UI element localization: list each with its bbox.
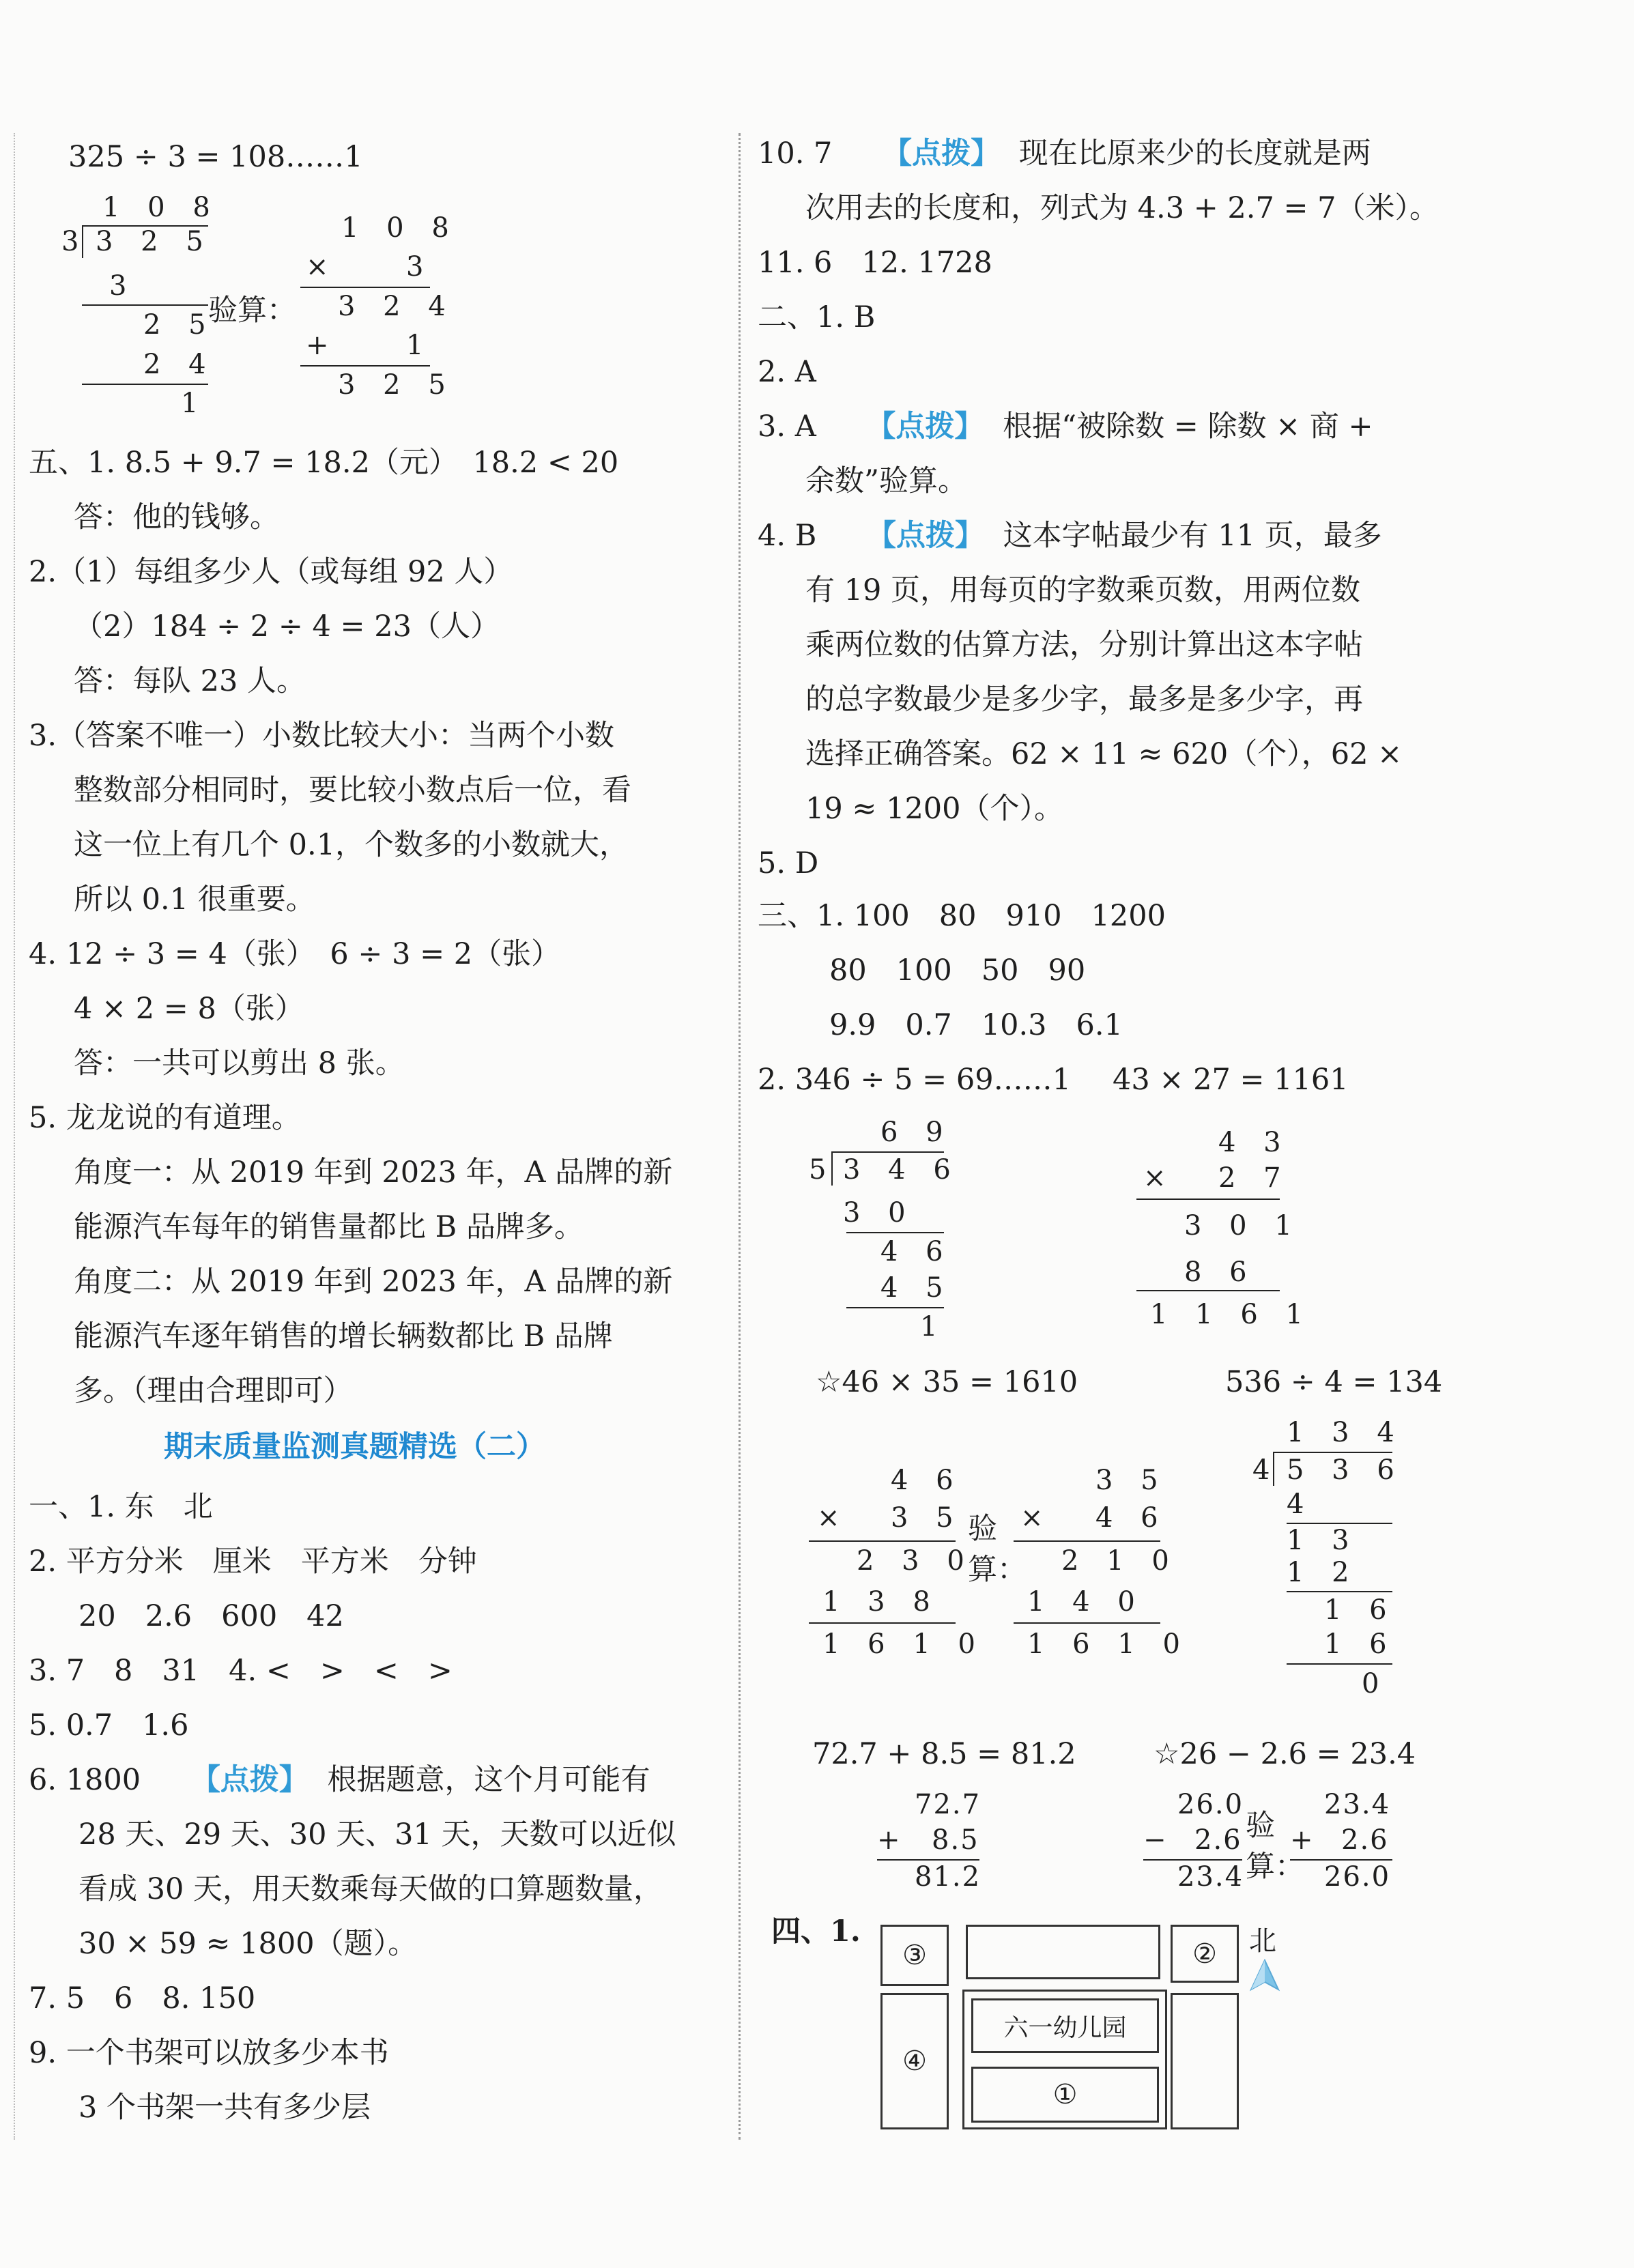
subtract-1: 3 0 (843, 1197, 915, 1229)
map-cell-2: ② (1171, 1925, 1239, 1983)
p6-d: 30 × 59 ≈ 1800（题）。 (78, 1927, 418, 1961)
rule-a (809, 1540, 956, 1542)
final-remainder: 0 (1362, 1668, 1389, 1699)
s5-q5-d: 角度二：从 2019 年到 2023 年，A 品牌的新 (74, 1265, 673, 1299)
rule-2 (82, 384, 208, 385)
quotient: 6 9 (880, 1117, 953, 1148)
division-bar (1273, 1452, 1392, 1453)
plus-sign: + (306, 330, 339, 361)
s5-q2-b: （2）184 ÷ 2 ÷ 4 = 23（人） (74, 609, 500, 644)
r2-2: 2. A (758, 355, 816, 389)
s5-q4-c: 答：一共可以剪出 8 张。 (74, 1046, 405, 1080)
check-label: 验算： (208, 293, 296, 328)
p2-b: 20 2.6 600 42 (78, 1599, 344, 1633)
remainder-1: 4 6 (880, 1236, 953, 1267)
plus-sign: + (1290, 1824, 1315, 1856)
multiplication-43x27 (1136, 1126, 1313, 1345)
check-label-v2: 算： (968, 1553, 1027, 1587)
product: 3 2 4 (338, 291, 455, 322)
plus-sign: + (877, 1824, 902, 1856)
p6-c: 看成 30 天，用天数乘每天做的口算题数量， (78, 1872, 663, 1906)
s5-q3-d: 所以 0.1 很重要。 (74, 882, 315, 917)
dividend: 3 2 5 (96, 226, 213, 257)
remainder-1: 1 3 (1287, 1525, 1359, 1556)
final-remainder: 1 (920, 1311, 947, 1343)
sum: 3 2 5 (338, 369, 455, 401)
hint-label: 【点拨】 (866, 410, 984, 444)
map-diagram (880, 1925, 1283, 2129)
partial-1: 3 0 1 (1184, 1210, 1302, 1241)
addend-a: 23.4 (1324, 1789, 1391, 1820)
s5-q5-f: 多。（理由合理即可） (74, 1374, 353, 1408)
minuend: 26.0 (1177, 1789, 1244, 1820)
kindergarten-box: 六一幼儿园 (971, 1998, 1159, 2053)
map-cell-1: ① (971, 2067, 1159, 2123)
r2-3-text: 根据“被除数 = 除数 × 商 + (1003, 410, 1373, 444)
long-division-536 (1252, 1416, 1409, 1717)
rule-b (1014, 1622, 1160, 1624)
s5-q3-b: 整数部分相同时，要比较小数点后一位，看 (74, 773, 631, 807)
column-divider (739, 133, 741, 2140)
multiplication-46x35 (809, 1464, 985, 1682)
divisor: 3 (61, 226, 89, 257)
dividend: 3 4 6 (843, 1154, 960, 1186)
r4-1: 四、1. (771, 1914, 861, 1949)
s5-q1-answer: 答：他的钱够。 (74, 500, 279, 534)
partial-2: 1 3 8 (822, 1586, 940, 1618)
factor-b: 2 7 (1218, 1162, 1291, 1194)
rule-2 (846, 1307, 944, 1308)
partial-1: 2 3 0 (857, 1545, 974, 1577)
s5-q1: 五、1. 8.5 + 9.7 = 18.2（元） 18.2 < 20 (29, 446, 619, 480)
factor-a: 4 6 (891, 1465, 963, 1496)
s5-q4-b: 4 × 2 = 8（张） (74, 992, 304, 1026)
r11: 11. 6 12. 1728 (758, 246, 992, 280)
s5-q4-a: 4. 12 ÷ 3 = 4（张） 6 ÷ 3 = 2（张） (29, 937, 561, 971)
sum: 81.2 (915, 1861, 981, 1893)
check-label-v1: 验 (968, 1512, 997, 1546)
r2-5: 5. D (758, 846, 819, 880)
map-cell-right (1171, 1993, 1239, 2129)
hint-label: 【点拨】 (190, 1763, 309, 1797)
p6-b: 28 天、29 天、30 天、31 天，天数可以近似 (78, 1818, 676, 1852)
section-heading: 期末质量监测真题精选（二） (164, 1430, 545, 1464)
s5-q5-e: 能源汽车逐年销售的增长辆数都比 B 品牌 (74, 1319, 613, 1353)
rule-b (300, 365, 430, 367)
subtrahend: 2.6 (1194, 1824, 1242, 1856)
r2-4-a (758, 515, 1382, 556)
rule-1 (846, 1232, 944, 1233)
map-cell-top-middle (966, 1925, 1160, 1979)
addend: 1 (406, 330, 433, 361)
product: 1 6 1 0 (1027, 1628, 1190, 1660)
r3-1-b: 80 100 50 90 (829, 953, 1086, 988)
north-label: 北 (1249, 1925, 1276, 1957)
equation-536-div-4: 536 ÷ 4 = 134 (1225, 1365, 1443, 1399)
long-division-346 (805, 1116, 962, 1348)
rule-a (1014, 1540, 1160, 1542)
p6-a (29, 1760, 650, 1800)
addition-check-23-4 (1290, 1788, 1406, 1904)
rule-a (300, 287, 430, 288)
quotient: 1 3 4 (1287, 1417, 1404, 1448)
factor-b: 3 5 (891, 1502, 963, 1534)
r2-3-b: 余数”验算。 (805, 464, 967, 498)
p5: 5. 0.7 1.6 (29, 1708, 189, 1742)
p6-text: 根据题意，这个月可能有 (327, 1763, 650, 1797)
partial-2: 1 4 0 (1027, 1586, 1145, 1618)
subtract-2: 4 5 (880, 1272, 953, 1304)
map-cell-4: ④ (880, 1993, 949, 2129)
r3-2-a: 2. 346 ÷ 5 = 69……1 (758, 1063, 1071, 1097)
p2-a: 2. 平方分米 厘米 平方米 分钟 (29, 1545, 477, 1579)
times-sign: × (1020, 1502, 1053, 1534)
times-sign: × (817, 1502, 850, 1534)
rule-3 (1287, 1663, 1392, 1665)
r2-4-e: 选择正确答案。62 × 11 ≈ 620（个），62 × (805, 737, 1403, 771)
check-label-v1b: 验 (1246, 1809, 1275, 1843)
p6-answer: 6. 1800 (29, 1763, 141, 1797)
rule-1 (82, 304, 208, 306)
times-sign: × (1143, 1162, 1176, 1194)
check-calculation-1 (300, 212, 459, 410)
left-top-equation: 325 ÷ 3 = 108……1 (68, 140, 363, 174)
r2-4-text: 这本字帖最少有 11 页，最多 (1003, 519, 1382, 553)
r2-1: 二、1. B (758, 300, 876, 334)
rule-2 (1287, 1591, 1392, 1592)
sum: 26.0 (1324, 1861, 1391, 1893)
p9-a: 9. 一个书架可以放多少本书 (29, 2036, 389, 2070)
r2-3-answer: 3. A (758, 410, 816, 444)
factor-a: 1 0 8 (341, 212, 459, 244)
r2-4-answer: 4. B (758, 519, 817, 553)
p9-b: 3 个书架一共有多少层 (78, 2091, 371, 2125)
map-cell-center (962, 1990, 1167, 2129)
factor-a: 3 5 (1095, 1465, 1168, 1496)
p7: 7. 5 6 8. 150 (29, 1981, 256, 2015)
divisor: 4 (1252, 1454, 1280, 1486)
long-division-325 (61, 191, 218, 423)
addend-b: 2.6 (1341, 1824, 1389, 1856)
s5-q5-a: 5. 龙龙说的有道理。 (29, 1101, 301, 1135)
left-margin-line (14, 133, 15, 2140)
subtract-3: 1 6 (1324, 1628, 1396, 1660)
s5-q5-c: 能源汽车每年的销售量都比 B 品牌多。 (74, 1210, 584, 1244)
rule-b (1136, 1290, 1280, 1291)
addition-72-7 (877, 1788, 1000, 1904)
hint-label: 【点拨】 (866, 519, 984, 553)
partial-2: 8 6 (1184, 1257, 1257, 1288)
s5-q5-b: 角度一：从 2019 年到 2023 年，A 品牌的新 (74, 1155, 673, 1190)
remainder-1: 2 5 (143, 309, 216, 341)
s5-q3-a: 3.（答案不唯一）小数比较大小：当两个小数 (29, 719, 615, 753)
division-bar (831, 1151, 944, 1153)
minus-sign: − (1143, 1824, 1168, 1856)
factor-b: 4 6 (1095, 1502, 1168, 1534)
s5-q2-c: 答：每队 23 人。 (74, 664, 306, 698)
factor-a: 4 3 (1218, 1127, 1291, 1158)
r10-answer: 10. 7 (758, 137, 833, 171)
check-label-v2b: 算： (1246, 1850, 1304, 1884)
subtraction-26-0 (1143, 1788, 1259, 1904)
times-sign: × (306, 251, 339, 283)
p1: 一、1. 东 北 (29, 1490, 213, 1524)
difference: 23.4 (1177, 1861, 1244, 1893)
p3: 3. 7 8 31 4. < > < > (29, 1654, 453, 1688)
product: 1 6 1 0 (822, 1628, 985, 1660)
dividend: 5 3 6 (1287, 1454, 1404, 1486)
r10-a (758, 133, 1371, 174)
r3-2-b: 43 × 27 = 1161 (1113, 1063, 1349, 1097)
subtract-2: 2 4 (143, 349, 216, 380)
r2-3-a (758, 406, 1373, 447)
final-remainder: 1 (181, 388, 208, 419)
r3-1-c: 9.9 0.7 10.3 6.1 (829, 1008, 1123, 1042)
hint-label: 【点拨】 (883, 137, 1001, 171)
star-equation-26-minus-2-6: ☆26 − 2.6 = 23.4 (1153, 1737, 1416, 1771)
subtract-2: 1 2 (1287, 1557, 1359, 1588)
product: 1 1 6 1 (1150, 1299, 1313, 1330)
r2-4-f: 19 ≈ 1200（个）。 (805, 792, 1064, 826)
addend-b: 8.5 (932, 1824, 979, 1856)
remainder-2: 1 6 (1324, 1594, 1396, 1626)
partial-1: 2 1 0 (1061, 1545, 1179, 1577)
rule-b (809, 1622, 956, 1624)
addend-a: 72.7 (915, 1789, 981, 1820)
multiplication-35x46 (1014, 1464, 1190, 1682)
r2-4-d: 的总字数最少是多少字，最多是多少字，再 (805, 683, 1363, 717)
rule-a (1136, 1198, 1280, 1200)
r3-1-a: 三、1. 100 80 910 1200 (758, 899, 1166, 933)
equation-72-7-plus-8-5: 72.7 + 8.5 = 81.2 (812, 1737, 1076, 1771)
r10-b: 次用去的长度和，列式为 4.3 + 2.7 = 7（米）。 (805, 191, 1439, 225)
divisor: 5 (809, 1154, 836, 1186)
r2-4-b: 有 19 页，用每页的字数乘页数，用两位数 (805, 573, 1361, 607)
north-arrow-icon (1248, 1959, 1282, 1993)
map-cell-3: ③ (880, 1925, 949, 1986)
quotient: 1 0 8 (102, 192, 220, 223)
star-equation-46x35: ☆46 × 35 = 1610 (816, 1365, 1078, 1399)
factor-b: 3 (406, 251, 433, 283)
r10-text: 现在比原来少的长度就是两 (1018, 137, 1371, 171)
s5-q3-c: 这一位上有几个 0.1，个数多的小数就大， (74, 828, 629, 862)
subtract-1: 3 (109, 270, 137, 302)
r2-4-c: 乘两位数的估算方法，分别计算出这本字帖 (805, 628, 1363, 662)
s5-q2-a: 2.（1）每组多少人（或每组 92 人） (29, 555, 513, 589)
subtract-1: 4 (1287, 1489, 1314, 1520)
